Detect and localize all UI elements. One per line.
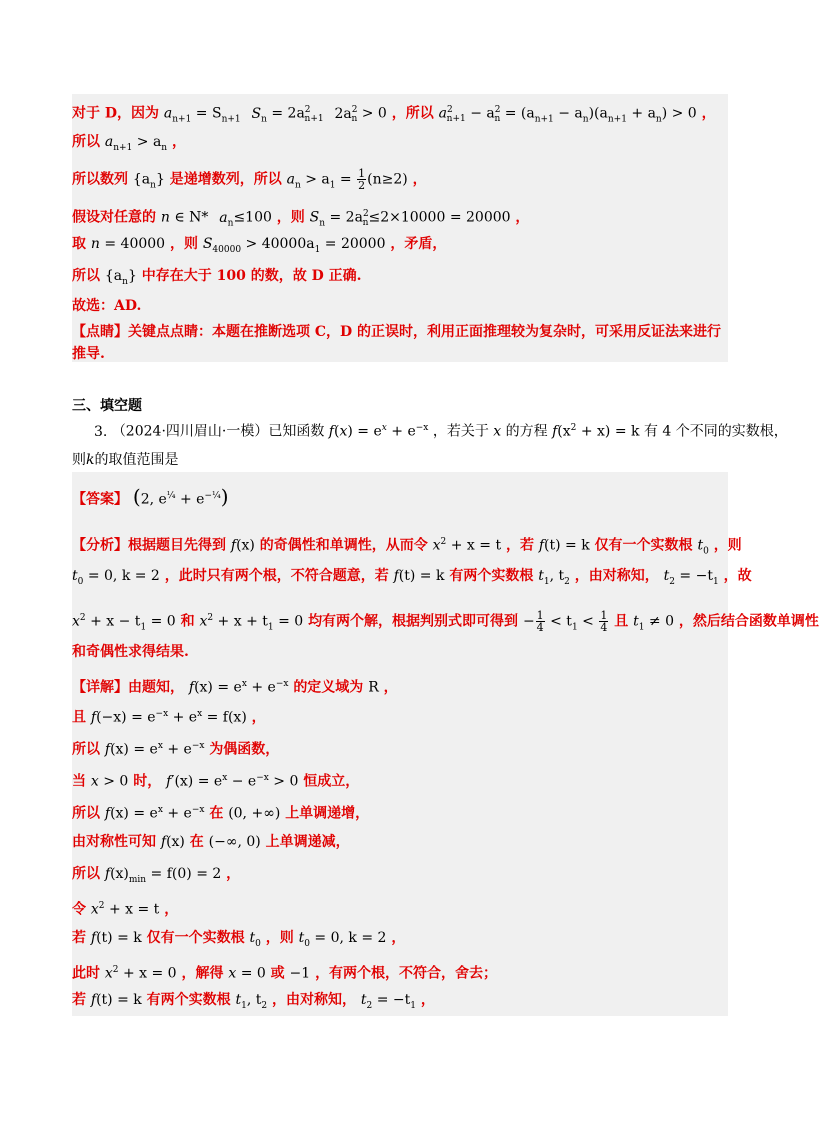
line-conclusion-d: 所以 $\{a_n\}$ 中存在大于 100 的数，故 D 正确. (72, 268, 362, 287)
line-contradiction: 取 n = 40000 ，则 $S_{40000} > 40000a_1 = 20000$ ，矛盾， (72, 236, 447, 255)
line-sequence-increasing: 所以数列 $\{a_n\}$ 是递增数列，所以 $a_n > a_1$ = $\frac{1}{2}$ (n≥2) ， (72, 167, 427, 192)
detail-line-2: 且 $f(-x) = e^{-x} + e^x = f(x)$ ， (72, 709, 266, 726)
line-key-point: 【点睛】关键点点睛：本题在推断选项 C，D 的正误时，利用正面推理较为复杂时，可采用反证法来进行 (72, 324, 722, 340)
detail-line-6: 由对称性可知 f(x) 在 (−∞, 0) 上单调递减， (72, 834, 350, 850)
detail-line-10: 此时 $x^2 + x = 0$ ，解得 x = 0 或 −1 ，有两个根，不符合，舍去； (72, 965, 498, 982)
line-answer-choice: 故选：AD. (72, 298, 142, 314)
analysis-line-3: $x^2 + x - t_1 = 0$ 和 $x^2 + x + t_1 = 0$ 均有两个解，根据判别式即可得到 − $\frac{1}{4}$ < $t_1$ < $\frac{1}{4}$ 且 $t_1 \ne 0$ ，然后结合函数单调性 (72, 609, 819, 635)
question-line-2: 则k的取值范围是 (72, 452, 179, 468)
analysis-line-1: 【分析】根据题目先得到 f(x) 的奇偶性和单调性，从而令 $x^2 + x = t$ ，若 f(t) = k 仅有一个实数根 $t_0$ ，则 (72, 537, 742, 557)
section-title: 三、填空题 (72, 398, 142, 414)
analysis-line-2: $t_0 = 0$, k = 2 ，此时只有两个根，不符合题意，若 f(t) = k 有两个实数根 $t_1$, $t_2$ ，由对称知， $t_2 = -t_1$ ，故 (72, 568, 752, 587)
analysis-line-4: 和奇偶性求得结果. (72, 644, 189, 660)
detail-line-4: 当 x > 0 时， $f'(x) = e^x - e^{-x} > 0$ 恒成立， (72, 773, 360, 790)
detail-line-7: 所以 $f(x)_{min} = f(0) = 2$ ， (72, 866, 241, 885)
question-line-1: 3. （2024·四川眉山·一模）已知函数 $f(x) = e^x + e^{-x}$ ，若关于 x 的方程 $f(x^2 + x) = k$ 有 4 个不同的实数根， (94, 423, 788, 440)
detail-line-11: 若 f(t) = k 有两个实数根 $t_1$, $t_2$ ，由对称知， $t_2 = -t_1$ ， (72, 992, 435, 1011)
detail-line-1: 【详解】由题知， $f(x) = e^x + e^{-x}$ 的定义域为 R ， (72, 679, 398, 696)
answer-block (72, 472, 819, 1016)
answer-line: 【答案】 (2, $e^{\frac{1}{4}} + e^{-\frac{1}{4}}$) (72, 484, 229, 509)
detail-line-9: 若 f(t) = k 仅有一个实数根 $t_0$ ，则 $t_0 = 0$, k = 2 ， (72, 930, 406, 949)
detail-line-3: 所以 $f(x) = e^x + e^{-x}$ 为偶函数， (72, 741, 280, 758)
detail-line-5: 所以 $f(x) = e^x + e^{-x}$ 在 (0, +∞) 上单调递增， (72, 805, 370, 822)
line-key-point-cont: 推导. (72, 346, 105, 362)
detail-line-8: 令 $x^2 + x = t$ ， (72, 901, 179, 918)
line-assumption: 假设对任意的 n ∈ N* $a_n\le 100$ ，则 $S_n = 2a^2_n\le 2\times 10000 = 20000$ ， (72, 209, 530, 229)
line-an-increasing: 所以 $a_{n+1} > a_n$ ， (72, 134, 186, 153)
solution-block-top (72, 94, 728, 362)
line-d-option: 对于 D，因为 $a_{n+1} = S_{n+1}$ $S_n = 2a^2_{n+1}$ $2a^2_n > 0$ ，所以 $a^2_{n+1} - a^2_n = (a_{n+1} - a_n)(a_{n+1} + a_n) > 0$ ， (72, 105, 716, 125)
